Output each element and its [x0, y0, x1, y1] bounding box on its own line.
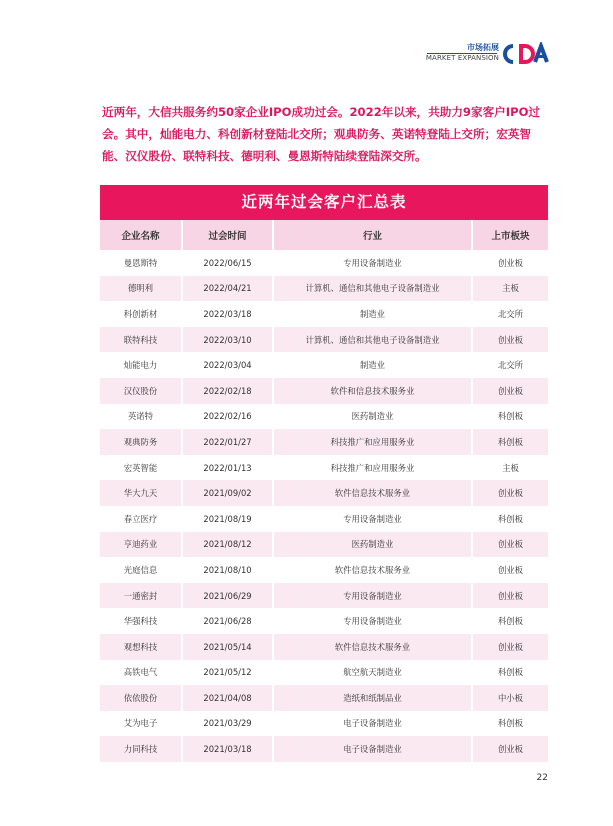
cell-board: 主板 [502, 462, 519, 473]
cell-company: 观典防务 [100, 429, 183, 455]
table-row [100, 711, 548, 737]
table-row [100, 250, 548, 276]
cell-board: 创业板 [473, 583, 548, 609]
cell-company: 光庭信息 [100, 557, 183, 583]
cell-industry: 电子设备制造业 [274, 736, 473, 762]
cell-industry: 制造业 [274, 301, 473, 327]
cell-industry: 专用设备制造业 [274, 250, 473, 276]
cell-board: 主板 [473, 276, 548, 302]
cell-industry: 医药制造业 [274, 404, 473, 430]
table-row [100, 455, 548, 481]
cell-company: 科创新材 [100, 301, 183, 327]
cell-company: 力同科技 [100, 736, 183, 762]
table-row [100, 276, 548, 302]
table-row [100, 506, 548, 532]
cell-company: 华强科技 [100, 608, 183, 634]
table-row [100, 404, 548, 430]
table-row [100, 660, 548, 686]
cell-company: 宏英智能 [100, 455, 183, 481]
col-header-board: 上市板块 [473, 220, 548, 250]
cell-date: 2021/08/12 [183, 532, 274, 558]
col-header-industry: 行业 [274, 220, 473, 250]
cell-board: 创业板 [473, 736, 548, 762]
cell-date: 2022/03/18 [183, 301, 274, 327]
cell-industry: 计算机、通信和其他电子设备制造业 [274, 276, 473, 302]
cell-company: 曼恩斯特 [100, 250, 183, 276]
cell-board: 北交所 [497, 308, 524, 319]
cell-date: 2021/09/02 [183, 480, 274, 506]
cell-industry: 软件信息技术服务业 [274, 557, 473, 583]
table-row [100, 685, 548, 711]
cell-company: 汉仪股份 [100, 378, 183, 404]
cell-date: 2022/06/15 [183, 250, 274, 276]
cell-date: 2022/01/13 [183, 455, 274, 481]
table-row [100, 608, 548, 634]
table-row [100, 429, 548, 455]
cell-company: 高铁电气 [100, 660, 183, 686]
cell-board: 科创板 [497, 411, 524, 422]
cell-board: 科创板 [473, 429, 548, 455]
header-divider [427, 53, 497, 54]
cell-board: 科创板 [497, 667, 524, 678]
cell-company: 观想科技 [100, 634, 183, 660]
cell-board: 科创板 [497, 616, 524, 627]
table-row [100, 557, 548, 583]
table-row [100, 736, 548, 762]
cell-company: 艾为电子 [100, 711, 183, 737]
cell-industry: 造纸和纸制品业 [274, 685, 473, 711]
cell-board: 创业板 [473, 327, 548, 353]
cell-board: 创业板 [473, 634, 548, 660]
cell-board: 创业板 [473, 532, 548, 558]
cell-company: 亨迪药业 [100, 532, 183, 558]
table-row [100, 352, 548, 378]
cell-board: 中小板 [473, 685, 548, 711]
cell-date: 2021/05/12 [183, 660, 274, 686]
cell-date: 2021/03/18 [183, 736, 274, 762]
cell-company: 一通密封 [100, 583, 183, 609]
cell-industry: 计算机、通信和其他电子设备制造业 [274, 327, 473, 353]
cell-date: 2022/01/27 [183, 429, 274, 455]
cell-board: 创业板 [497, 257, 524, 268]
cell-date: 2021/06/29 [183, 583, 274, 609]
table-row [100, 634, 548, 660]
cell-industry: 专用设备制造业 [274, 583, 473, 609]
table-row [100, 327, 548, 353]
cell-board: 创业板 [473, 480, 548, 506]
cda-logo-icon [503, 42, 551, 66]
cell-date: 2021/05/14 [183, 634, 274, 660]
cell-board: 创业板 [473, 378, 548, 404]
cell-industry: 医药制造业 [274, 532, 473, 558]
cell-board: 科创板 [497, 718, 524, 729]
page-number: 22 [536, 773, 548, 783]
cell-board: 创业板 [497, 564, 524, 575]
cell-industry: 电子设备制造业 [274, 711, 473, 737]
table-title: 近两年过会客户汇总表 [100, 185, 548, 220]
cell-industry: 软件信息技术服务业 [274, 480, 473, 506]
intro-text: 近两年，大信共服务约50家企业IPO成功过会。2022年以来，共助力9家客户IPO过会。其中，灿能电力、科创新材登陆北交所；观典防务、英诺特登陆上交所；宏英智能、汉仪股份、联特科技、德明利、曼恩斯特陆续登陆深交所。 [102, 105, 541, 163]
cell-company: 英诺特 [100, 404, 183, 430]
table-row [100, 480, 548, 506]
table-header-row [100, 220, 548, 250]
cell-industry: 专用设备制造业 [274, 608, 473, 634]
cell-date: 2022/03/10 [183, 327, 274, 353]
table-body [100, 250, 548, 762]
cell-industry: 科技推广和应用服务业 [274, 455, 473, 481]
cell-date: 2021/03/29 [183, 711, 274, 737]
cell-industry: 科技推广和应用服务业 [274, 429, 473, 455]
cell-company: 灿能电力 [100, 352, 183, 378]
cell-date: 2022/03/04 [183, 352, 274, 378]
cell-date: 2022/02/18 [183, 378, 274, 404]
header-title-en: MARKET EXPANSION [425, 54, 499, 62]
cell-date: 2021/08/19 [183, 506, 274, 532]
cell-company: 联特科技 [100, 327, 183, 353]
cell-industry: 制造业 [274, 352, 473, 378]
cell-date: 2021/08/10 [183, 557, 274, 583]
cell-industry: 专用设备制造业 [274, 506, 473, 532]
cell-company: 春立医疗 [100, 506, 183, 532]
col-header-date: 过会时间 [183, 220, 274, 250]
cell-company: 华大九天 [100, 480, 183, 506]
table-row [100, 532, 548, 558]
cell-industry: 软件和信息技术服务业 [274, 378, 473, 404]
cell-date: 2021/06/28 [183, 608, 274, 634]
summary-table [100, 220, 548, 762]
cell-industry: 航空航天制造业 [274, 660, 473, 686]
cell-industry: 软件信息技术服务业 [274, 634, 473, 660]
header-title-cn: 市场拓展 [467, 43, 499, 52]
cell-date: 2021/04/08 [183, 685, 274, 711]
table-row [100, 301, 548, 327]
table-row [100, 583, 548, 609]
cell-company: 依依股份 [100, 685, 183, 711]
cell-board: 北交所 [497, 360, 524, 371]
col-header-company: 企业名称 [100, 220, 183, 250]
intro-paragraph [102, 101, 547, 167]
cell-date: 2022/02/16 [183, 404, 274, 430]
table-row [100, 378, 548, 404]
ipo-summary-table [100, 185, 548, 762]
cell-date: 2022/04/21 [183, 276, 274, 302]
cell-company: 德明利 [100, 276, 183, 302]
cell-board: 科创板 [497, 513, 524, 524]
